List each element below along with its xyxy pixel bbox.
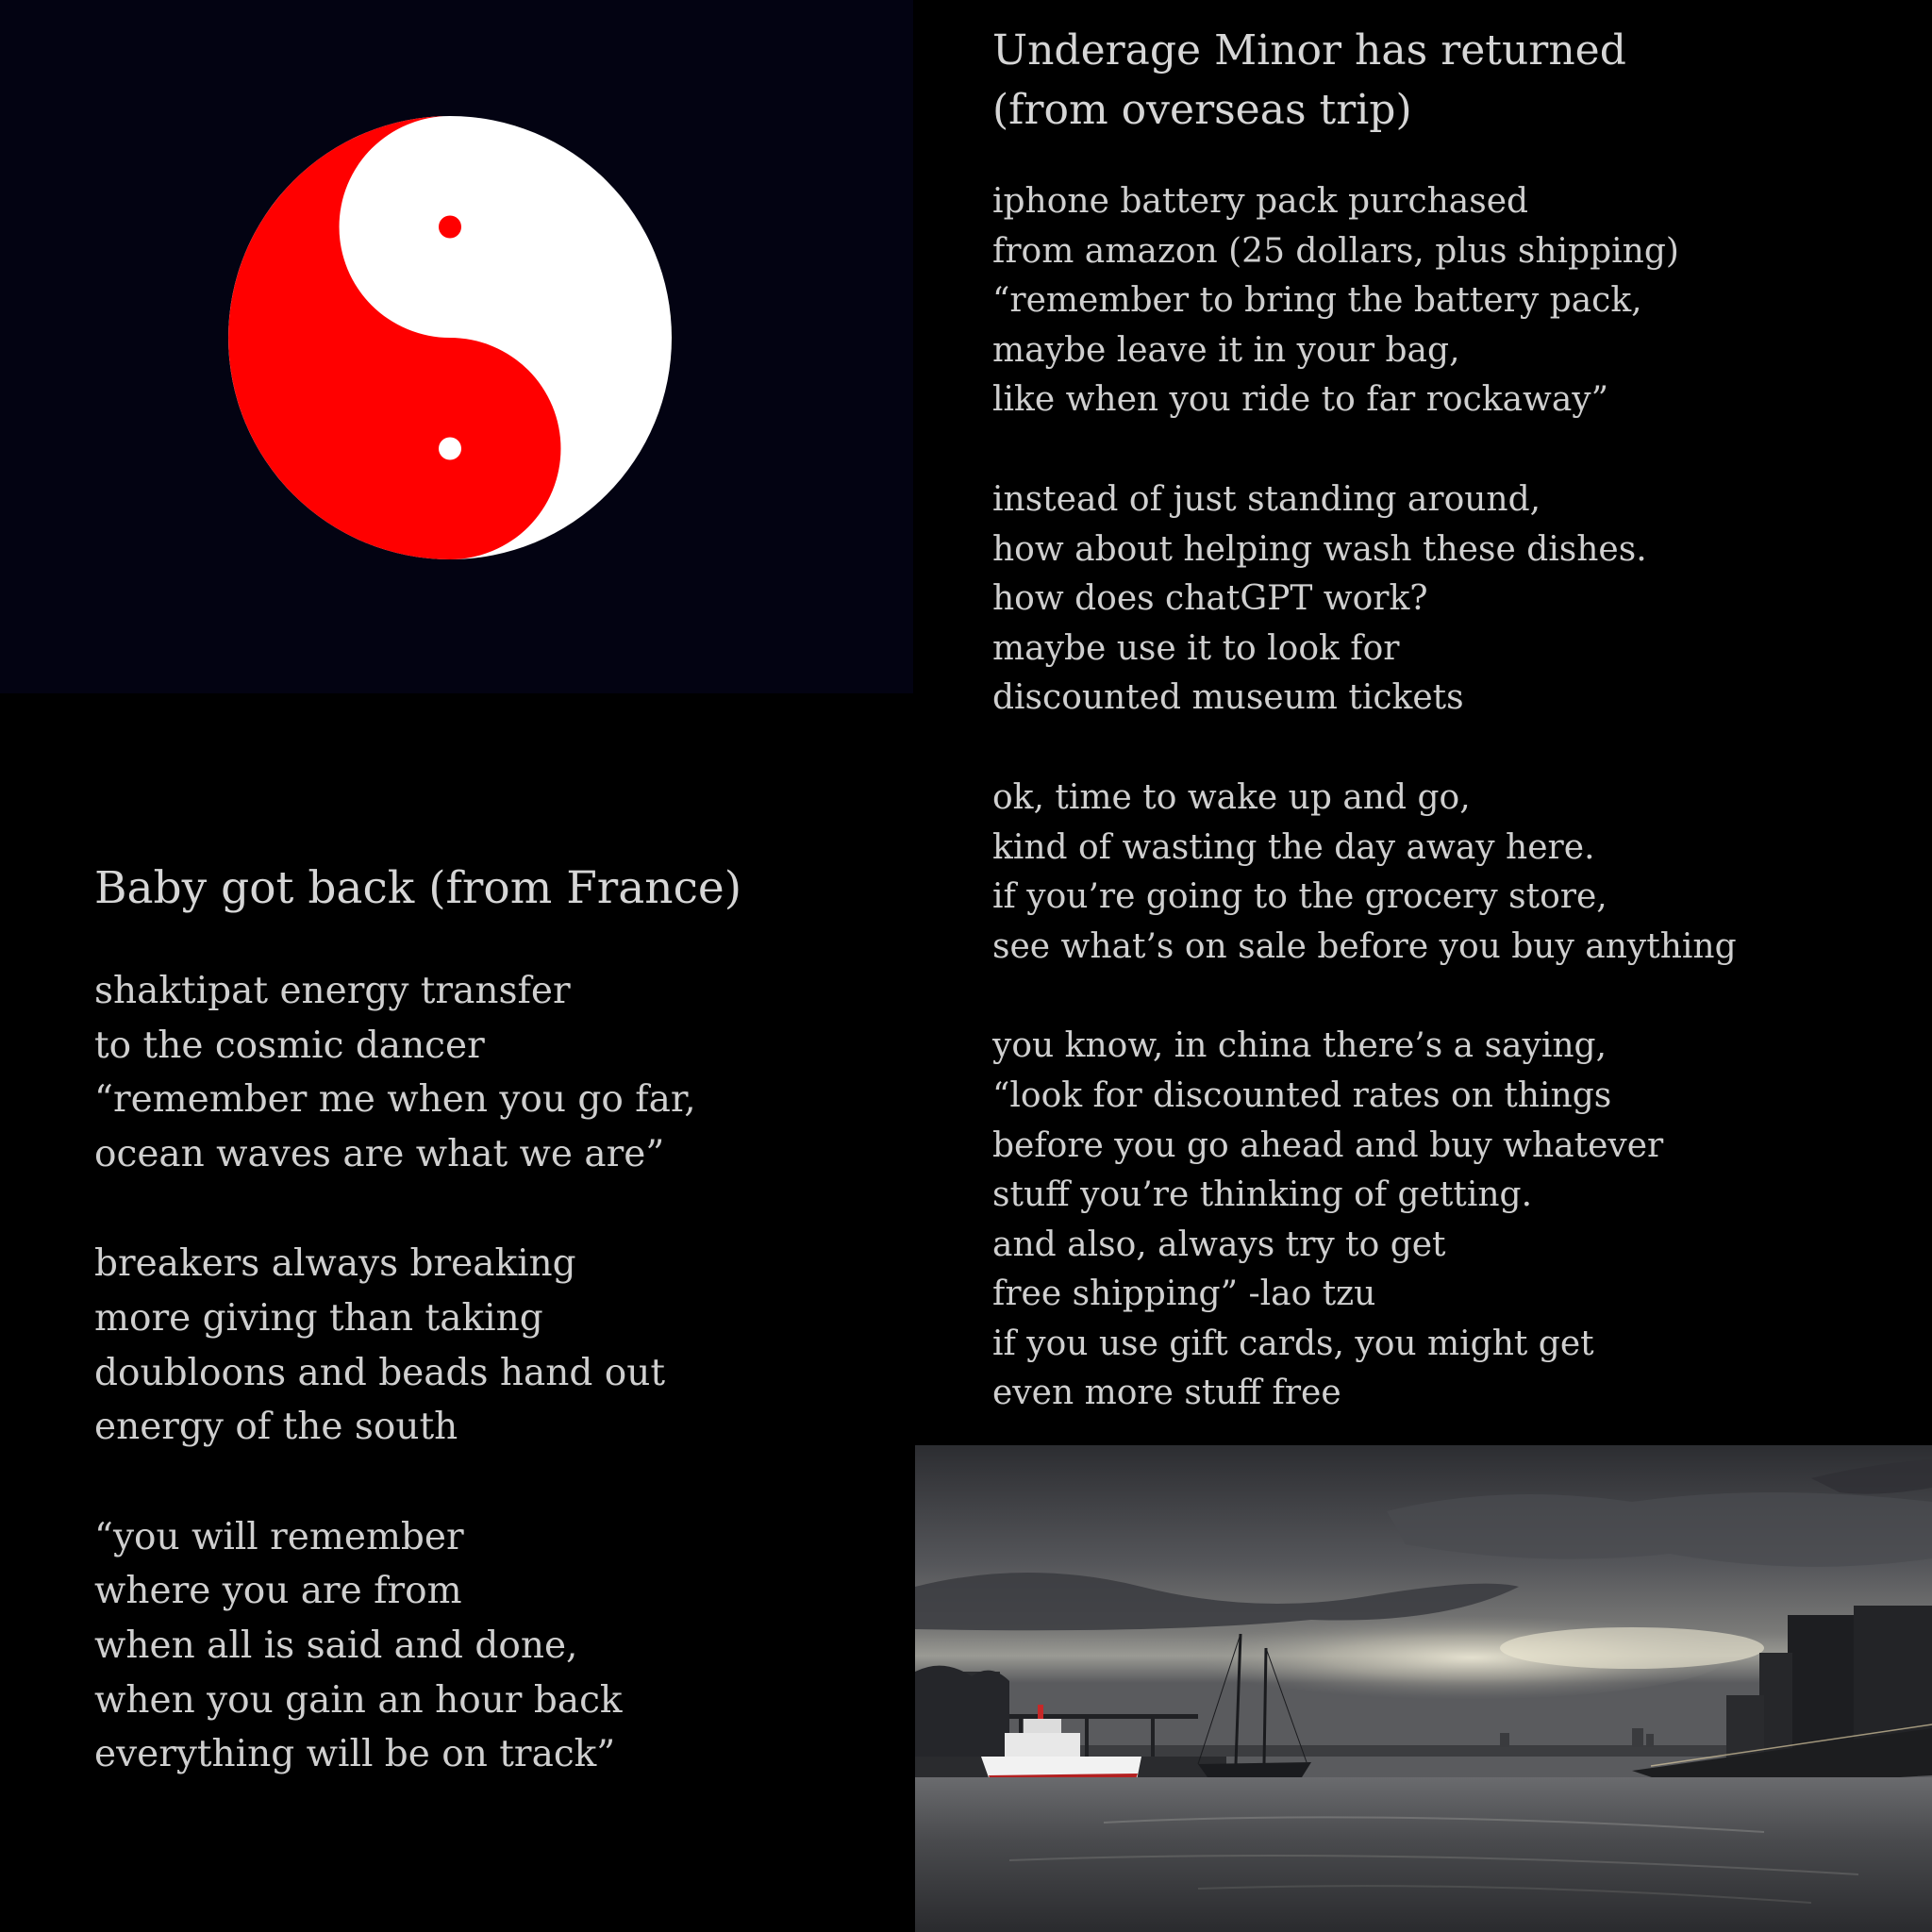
poem-title: Baby got back (from France) <box>94 862 742 914</box>
poem-line: how does chatGPT work? <box>992 579 1428 619</box>
stanza <box>94 1237 741 1454</box>
poem-line: how about helping wash these dishes. <box>992 529 1647 569</box>
poem-line: see what’s on sale before you buy anything <box>992 926 1737 966</box>
poem-underage-minor <box>992 21 1737 1419</box>
poem-line: free shipping” -lao tzu <box>992 1274 1376 1314</box>
harbor-at-dusk-photo <box>915 1445 1932 1932</box>
poem-line: “remember me when you go far, <box>94 1078 696 1122</box>
poem-line: instead of just standing around, <box>992 479 1541 519</box>
harbor-scene <box>915 1445 1932 1932</box>
poem-line: maybe leave it in your bag, <box>992 330 1460 370</box>
poem-title-line: Underage Minor has returned <box>992 26 1626 75</box>
poem-line: breakers always breaking <box>94 1242 576 1286</box>
poem-title-line: (from overseas trip) <box>992 86 1412 134</box>
yin-yang-panel <box>0 0 913 693</box>
poem-line: “remember to bring the battery pack, <box>992 281 1642 321</box>
poem-line: everything will be on track” <box>94 1733 616 1776</box>
poem-line: more giving than taking <box>94 1296 543 1340</box>
poem-line: where you are from <box>94 1570 462 1613</box>
poem-line: doubloons and beads hand out <box>94 1351 666 1394</box>
poem-line: ok, time to wake up and go, <box>992 777 1471 817</box>
stanza <box>992 475 1737 724</box>
poem-line: even more stuff free <box>992 1374 1341 1413</box>
poem-line: shaktipat energy transfer <box>94 970 571 1012</box>
stanza <box>992 177 1737 425</box>
poem-line: “you will remember <box>94 1515 464 1558</box>
poem-line: before you go ahead and buy whatever <box>992 1125 1664 1165</box>
poem-baby-got-back <box>94 858 741 1782</box>
poem-line: energy of the south <box>94 1406 458 1449</box>
yang-dot <box>439 438 461 460</box>
poem-line: kind of wasting the day away here. <box>992 827 1595 867</box>
stanza <box>992 1022 1737 1419</box>
poem-line: and also, always try to get <box>992 1224 1446 1264</box>
poem-line: “look for discounted rates on things <box>992 1075 1612 1115</box>
poem-line: from amazon (25 dollars, plus shipping) <box>992 231 1679 271</box>
stanza <box>94 964 741 1181</box>
poem-line: maybe use it to look for <box>992 628 1400 668</box>
poem-line: you know, in china there’s a saying, <box>992 1026 1607 1066</box>
poem-line: discounted museum tickets <box>992 678 1464 718</box>
stanza <box>992 774 1737 972</box>
poem-line: to the cosmic dancer <box>94 1024 485 1067</box>
poem-line: when all is said and done, <box>94 1624 578 1667</box>
poem-line: if you’re going to the grocery store, <box>992 877 1607 917</box>
poem-line: stuff you’re thinking of getting. <box>992 1175 1533 1215</box>
poem-line: if you use gift cards, you might get <box>992 1324 1594 1363</box>
poem-line: ocean waves are what we are” <box>94 1132 665 1175</box>
poem-line: when you gain an hour back <box>94 1678 623 1722</box>
yin-yang-icon <box>0 0 913 693</box>
poem-line: like when you ride to far rockaway” <box>992 380 1609 420</box>
yin-dot <box>439 216 461 239</box>
stanza <box>94 1510 741 1782</box>
poem-line: iphone battery pack purchased <box>992 182 1529 221</box>
